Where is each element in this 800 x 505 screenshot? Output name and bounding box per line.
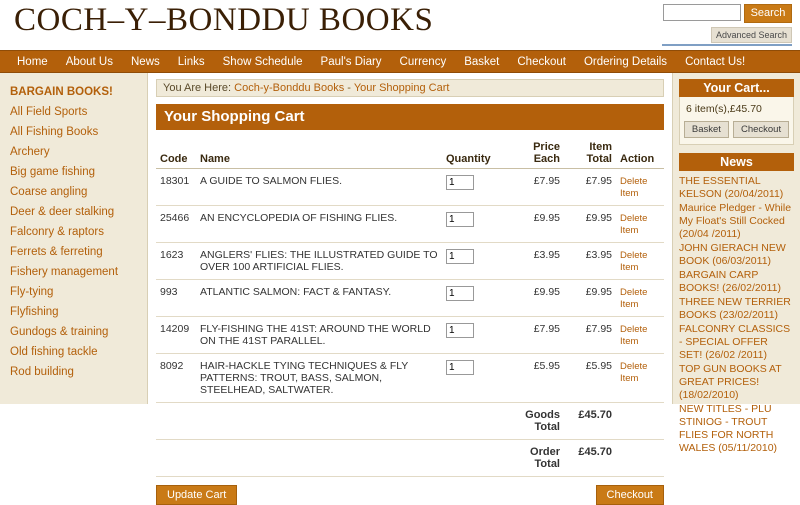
row-code: 8092: [156, 354, 196, 403]
cart-table-head: [156, 138, 664, 169]
goods-total-action-spacer: [616, 403, 664, 440]
row-total: £3.95: [564, 243, 616, 280]
cart-actions: [156, 485, 664, 505]
category-sidebar: [0, 73, 148, 404]
goods-total-spacer: [156, 403, 512, 440]
row-action: [616, 317, 664, 354]
row-name[interactable]: AN ENCYCLOPEDIA OF FISHING FLIES.: [196, 206, 442, 243]
sidebar-item-big-game-fishing[interactable]: Big game fishing: [10, 166, 96, 178]
row-action: [616, 243, 664, 280]
page-body: [0, 73, 800, 501]
list-item[interactable]: BARGAIN CARP BOOKS! (26/02/2011): [679, 269, 781, 294]
cart-header-row: [156, 138, 664, 169]
table-row: [156, 354, 664, 403]
order-total-spacer: [156, 440, 512, 477]
row-name[interactable]: A GUIDE TO SALMON FLIES.: [196, 169, 442, 206]
cart-table-body: [156, 169, 664, 477]
goods-total-label: Goods Total: [512, 403, 564, 440]
header-name: Name: [196, 138, 442, 169]
row-price: £7.95: [512, 317, 564, 354]
cart-summary: 6 item(s),£45.70: [686, 103, 762, 115]
sidebar-item-gundogs-training[interactable]: Gundogs & training: [10, 326, 109, 338]
order-total-action-spacer: [616, 440, 664, 477]
update-cart-button[interactable]: Update Cart: [156, 485, 237, 505]
delete-item-link[interactable]: Delete Item: [620, 287, 648, 310]
basket-button[interactable]: Basket: [684, 121, 729, 138]
row-code: 25466: [156, 206, 196, 243]
quantity-input[interactable]: [446, 360, 474, 375]
list-item[interactable]: FALCONRY CLASSICS - SPECIAL OFFER SET! (26/02 /2011): [679, 323, 791, 361]
quantity-input[interactable]: [446, 212, 474, 227]
row-action: [616, 206, 664, 243]
page-title: Your Shopping Cart: [156, 104, 664, 130]
right-column: [672, 73, 800, 454]
header-action: Action: [616, 138, 664, 169]
cart-panel: [679, 97, 794, 145]
row-price: £9.95: [512, 206, 564, 243]
row-total: £7.95: [564, 317, 616, 354]
row-action: [616, 354, 664, 403]
table-row: [156, 243, 664, 280]
sidebar-item-all-fishing-books[interactable]: All Fishing Books: [10, 126, 99, 138]
row-price: £3.95: [512, 243, 564, 280]
cart-table: [156, 138, 664, 477]
order-total-value: £45.70: [564, 440, 616, 477]
nav-item-ordering-details[interactable]: Ordering Details: [583, 55, 668, 68]
news-panel-title: News: [679, 153, 794, 171]
breadcrumb-current: Your Shopping Cart: [353, 82, 450, 94]
nav-item-checkout[interactable]: Checkout: [517, 55, 566, 68]
row-total: £5.95: [564, 354, 616, 403]
row-name[interactable]: ANGLERS' FLIES: THE ILLUSTRATED GUIDE TO OVER 100 ARTIFICIAL FLIES.: [196, 243, 442, 280]
table-row: [156, 206, 664, 243]
panel-checkout-button[interactable]: Checkout: [733, 121, 789, 138]
header-quantity: Quantity: [442, 138, 512, 169]
nav-item-currency[interactable]: Currency: [399, 55, 447, 68]
row-quantity: [442, 280, 512, 317]
header-code: Code: [156, 138, 196, 169]
nav-item-show-schedule[interactable]: Show Schedule: [222, 55, 303, 68]
sidebar-item-old-fishing-tackle[interactable]: Old fishing tackle: [10, 346, 98, 358]
site-logo: COCH–Y–BONDDU BOOKS: [14, 2, 434, 38]
breadcrumb-separator: -: [347, 82, 351, 94]
row-price: £5.95: [512, 354, 564, 403]
delete-item-link[interactable]: Delete Item: [620, 213, 648, 236]
search-row: [662, 4, 792, 23]
row-name[interactable]: HAIR-HACKLE TYING TECHNIQUES & FLY PATTERNS: TROUT, BASS, SALMON, STEELHEAD, SALTWATER.: [196, 354, 442, 403]
table-row: [156, 169, 664, 206]
sidebar-item-falconry-raptors[interactable]: Falconry & raptors: [10, 226, 104, 238]
sidebar-item-fishery-management[interactable]: Fishery management: [10, 266, 119, 278]
goods-total-value: £45.70: [564, 403, 616, 440]
row-name[interactable]: FLY-FISHING THE 41ST: AROUND THE WORLD ON THE 41ST PARALLEL.: [196, 317, 442, 354]
row-quantity: [442, 169, 512, 206]
row-action: [616, 280, 664, 317]
row-code: 18301: [156, 169, 196, 206]
goods-total-row: [156, 403, 664, 440]
site-header: [0, 0, 800, 50]
search-input[interactable]: [663, 4, 741, 21]
list-item[interactable]: Maurice Pledger - While My Float's Still Cocked (20/04 /2011): [679, 202, 792, 240]
row-price: £9.95: [512, 280, 564, 317]
delete-item-link[interactable]: Delete Item: [620, 176, 648, 199]
row-code: 1623: [156, 243, 196, 280]
nav-item-links[interactable]: Links: [177, 55, 205, 68]
delete-item-link[interactable]: Delete Item: [620, 361, 648, 384]
row-total: £7.95: [564, 169, 616, 206]
quantity-input[interactable]: [446, 286, 474, 301]
sidebar-item-all-field-sports[interactable]: All Field Sports: [10, 106, 88, 118]
breadcrumb-home-link[interactable]: Coch-y-Bonddu Books: [234, 82, 345, 94]
row-code: 993: [156, 280, 196, 317]
news-list: [679, 171, 794, 455]
row-quantity: [442, 243, 512, 280]
main-navigation: [0, 50, 800, 73]
breadcrumb: [156, 79, 664, 97]
nav-item-basket[interactable]: Basket: [464, 55, 500, 68]
search-button[interactable]: Search: [744, 4, 792, 23]
list-item[interactable]: NEW TITLES - PLU STINIOG - TROUT FLIES FOR NORTH WALES (05/11/2010): [679, 403, 778, 454]
row-price: £7.95: [512, 169, 564, 206]
row-name[interactable]: ATLANTIC SALMON: FACT & FANTASY.: [196, 280, 442, 317]
delete-item-link[interactable]: Delete Item: [620, 250, 648, 273]
quantity-input[interactable]: [446, 175, 474, 190]
sidebar-item-ferrets-ferreting[interactable]: Ferrets & ferreting: [10, 246, 103, 258]
checkout-button[interactable]: Checkout: [596, 485, 664, 505]
order-total-label: Order Total: [512, 440, 564, 477]
row-action: [616, 169, 664, 206]
header-item-total: Item Total: [564, 138, 616, 169]
row-code: 14209: [156, 317, 196, 354]
delete-item-link[interactable]: Delete Item: [620, 324, 648, 347]
row-total: £9.95: [564, 206, 616, 243]
nav-item-pauls-diary[interactable]: Paul's Diary: [320, 55, 382, 68]
list-item[interactable]: JOHN GIERACH NEW BOOK (06/03/2011): [679, 242, 786, 267]
list-item[interactable]: THE ESSENTIAL KELSON (20/04/2011): [679, 175, 784, 200]
header-accent-rule: [662, 44, 792, 46]
sidebar-item-flyfishing[interactable]: Flyfishing: [10, 306, 59, 318]
row-quantity: [442, 317, 512, 354]
sidebar-item-archery[interactable]: Archery: [10, 146, 50, 158]
row-quantity: [442, 354, 512, 403]
order-total-row: [156, 440, 664, 477]
table-row: [156, 317, 664, 354]
list-item[interactable]: TOP GUN BOOKS AT GREAT PRICES! (18/02/2010): [679, 363, 782, 401]
sidebar-item-rod-building[interactable]: Rod building: [10, 366, 74, 378]
list-item[interactable]: THREE NEW TERRIER BOOKS (23/02/2011): [679, 296, 791, 321]
advanced-search-link[interactable]: Advanced Search: [711, 27, 792, 43]
main-content: [148, 73, 672, 501]
sidebar-item-fly-tying[interactable]: Fly-tying: [10, 286, 54, 298]
sidebar-item-coarse-angling[interactable]: Coarse angling: [10, 186, 88, 198]
nav-item-news[interactable]: News: [131, 55, 160, 68]
cart-panel-buttons: [684, 121, 789, 138]
table-row: [156, 280, 664, 317]
quantity-input[interactable]: [446, 323, 474, 338]
cart-panel-title: Your Cart...: [679, 79, 794, 97]
header-price-each: Price Each: [512, 138, 564, 169]
nav-item-home[interactable]: Home: [17, 55, 48, 68]
sidebar-item-deer-stalking[interactable]: Deer & deer stalking: [10, 206, 115, 218]
nav-item-contact-us[interactable]: Contact Us!: [685, 55, 746, 68]
sidebar-item-bargain-books[interactable]: BARGAIN BOOKS!: [10, 86, 113, 98]
row-total: £9.95: [564, 280, 616, 317]
nav-item-about-us[interactable]: About Us: [65, 55, 113, 68]
row-quantity: [442, 206, 512, 243]
breadcrumb-label: You Are Here:: [163, 82, 232, 94]
search-area: [662, 4, 792, 43]
quantity-input[interactable]: [446, 249, 474, 264]
